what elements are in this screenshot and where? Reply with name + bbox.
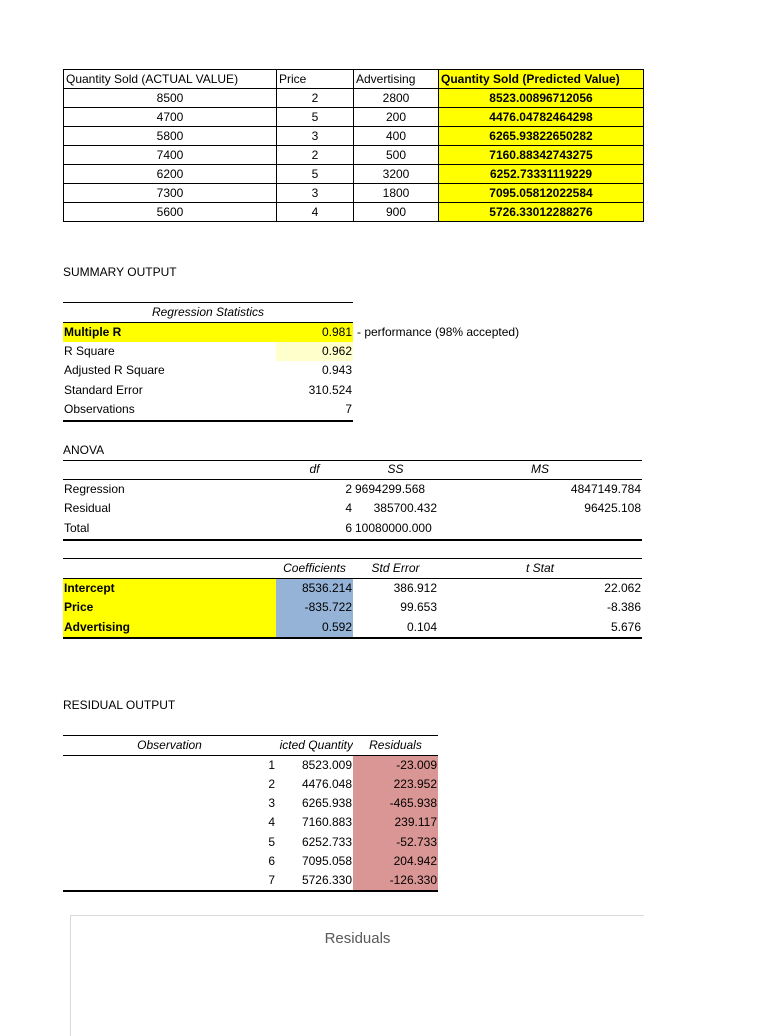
regression-statistics-header: Regression Statistics [151, 305, 265, 319]
anova-df: 2 [345, 482, 352, 496]
coef-label: Intercept [64, 581, 115, 595]
coef-header-t-stat: t Stat [525, 561, 554, 575]
table-row [64, 184, 644, 203]
table-header-row [64, 70, 644, 89]
table-row [64, 203, 644, 222]
residuals-chart[interactable] [70, 915, 644, 1036]
stat-value: 310.524 [308, 383, 352, 397]
table-row [64, 127, 644, 146]
residual-pred: 8523.009 [301, 758, 352, 772]
divider [63, 637, 642, 639]
cell-price: 3 [277, 184, 354, 203]
cell-advertising: 400 [354, 127, 439, 146]
stat-label: Standard Error [64, 383, 143, 397]
residual-obs: 6 [268, 854, 275, 868]
header-quantity-actual: Quantity Sold (ACTUAL VALUE) [64, 70, 277, 89]
performance-note: - performance (98% accepted) [357, 325, 520, 339]
cell-predicted: 7160.88342743275 [439, 146, 644, 165]
residual-obs: 4 [268, 815, 275, 829]
anova-label: Regression [64, 482, 125, 496]
anova-label: Residual [64, 501, 111, 515]
cell-price: 5 [277, 108, 354, 127]
cell-predicted: 5726.33012288276 [439, 203, 644, 222]
coef-std-error: 0.104 [406, 620, 437, 634]
residual-value: 223.952 [393, 777, 437, 791]
table-row [64, 165, 644, 184]
cell-actual: 5600 [64, 203, 277, 222]
residual-obs: 2 [268, 777, 275, 791]
coef-std-error: 386.912 [393, 581, 437, 595]
residual-value: 239.117 [394, 815, 437, 829]
chart-title: Residuals [324, 930, 391, 947]
coef-header-coefficients: Coefficients [283, 561, 346, 575]
coef-value: 8536.214 [301, 581, 352, 595]
header-quantity-predicted: Quantity Sold (Predicted Value) [439, 70, 644, 89]
residual-pred: 6265.938 [301, 796, 352, 810]
cell-advertising: 3200 [354, 165, 439, 184]
coef-label: Advertising [64, 620, 131, 634]
cell-actual: 8500 [64, 89, 277, 108]
cell-advertising: 2800 [354, 89, 439, 108]
stat-label: Observations [64, 402, 135, 416]
anova-ms: 4847149.784 [570, 482, 641, 496]
stat-value: 7 [345, 402, 352, 416]
residual-header-observation: Observation [137, 738, 202, 752]
anova-ms: 96425.108 [584, 501, 641, 515]
cell-predicted: 6252.73331119229 [439, 165, 644, 184]
residual-pred: 4476.048 [301, 777, 352, 791]
anova-ss: 9694299.568 [355, 482, 426, 496]
cell-advertising: 200 [354, 108, 439, 127]
cell-predicted: 8523.00896712056 [439, 89, 644, 108]
cell-actual: 7300 [64, 184, 277, 203]
anova-ss: 385700.432 [373, 501, 437, 515]
cell-actual: 6200 [64, 165, 277, 184]
residual-value: -23.009 [396, 758, 437, 772]
cell-advertising: 500 [354, 146, 439, 165]
residual-value: -465.938 [389, 796, 437, 810]
anova-df: 6 [345, 521, 352, 535]
residual-obs: 3 [268, 796, 275, 810]
cell-price: 4 [277, 203, 354, 222]
residual-value: 204.942 [393, 854, 437, 868]
divider [63, 890, 438, 892]
cell-actual: 4700 [64, 108, 277, 127]
anova-header-ms: MS [531, 462, 549, 476]
anova-title: ANOVA [63, 443, 105, 457]
summary-title: SUMMARY OUTPUT [63, 265, 177, 279]
coef-header-std-error: Std Error [371, 561, 420, 575]
residual-output-title: RESIDUAL OUTPUT [63, 698, 176, 712]
coef-value: -835.722 [304, 600, 352, 614]
cell-price: 3 [277, 127, 354, 146]
residual-value: -126.330 [389, 873, 437, 887]
header-advertising: Advertising [354, 70, 439, 89]
coef-label: Price [64, 600, 94, 614]
table-row [64, 89, 644, 108]
anova-df: 4 [345, 501, 352, 515]
stat-value: 0.943 [321, 363, 352, 377]
cell-actual: 5800 [64, 127, 277, 146]
residual-header-predicted: icted Quantity [279, 738, 353, 752]
cell-price: 2 [277, 146, 354, 165]
cell-actual: 7400 [64, 146, 277, 165]
coef-value: 0.592 [321, 620, 352, 634]
stat-label: R Square [64, 344, 115, 358]
stat-value: 0.962 [321, 344, 352, 358]
residual-header-residuals: Residuals [369, 738, 422, 752]
residual-pred: 7095.058 [301, 854, 352, 868]
coef-std-error: 99.653 [400, 600, 437, 614]
data-table [63, 69, 644, 222]
cell-price: 5 [277, 165, 354, 184]
table-row [64, 146, 644, 165]
stat-label: Adjusted R Square [64, 363, 165, 377]
coef-t-stat: 5.676 [610, 620, 641, 634]
residual-pred: 7160.883 [301, 815, 352, 829]
residual-pred: 6252.733 [301, 835, 352, 849]
cell-advertising: 1800 [354, 184, 439, 203]
stat-value: 0.981 [321, 325, 352, 339]
header-price: Price [277, 70, 354, 89]
stat-label: Multiple R [64, 325, 122, 339]
coef-t-stat: 22.062 [604, 581, 641, 595]
residual-pred: 5726.330 [301, 873, 352, 887]
anova-ss: 10080000.000 [355, 521, 432, 535]
anova-label: Total [64, 521, 90, 535]
residual-value: -52.733 [396, 835, 437, 849]
table-row [64, 108, 644, 127]
cell-advertising: 900 [354, 203, 439, 222]
divider [63, 420, 353, 422]
cell-price: 2 [277, 89, 354, 108]
residual-obs: 7 [268, 873, 275, 887]
cell-predicted: 7095.05812022584 [439, 184, 644, 203]
cell-predicted: 6265.93822650282 [439, 127, 644, 146]
cell-predicted: 4476.04782464298 [439, 108, 644, 127]
residual-obs: 5 [268, 835, 275, 849]
anova-header-df: df [309, 462, 320, 476]
divider [63, 539, 642, 541]
anova-header-ss: SS [387, 462, 404, 476]
residual-obs: 1 [268, 758, 275, 772]
coef-t-stat: -8.386 [606, 600, 641, 614]
